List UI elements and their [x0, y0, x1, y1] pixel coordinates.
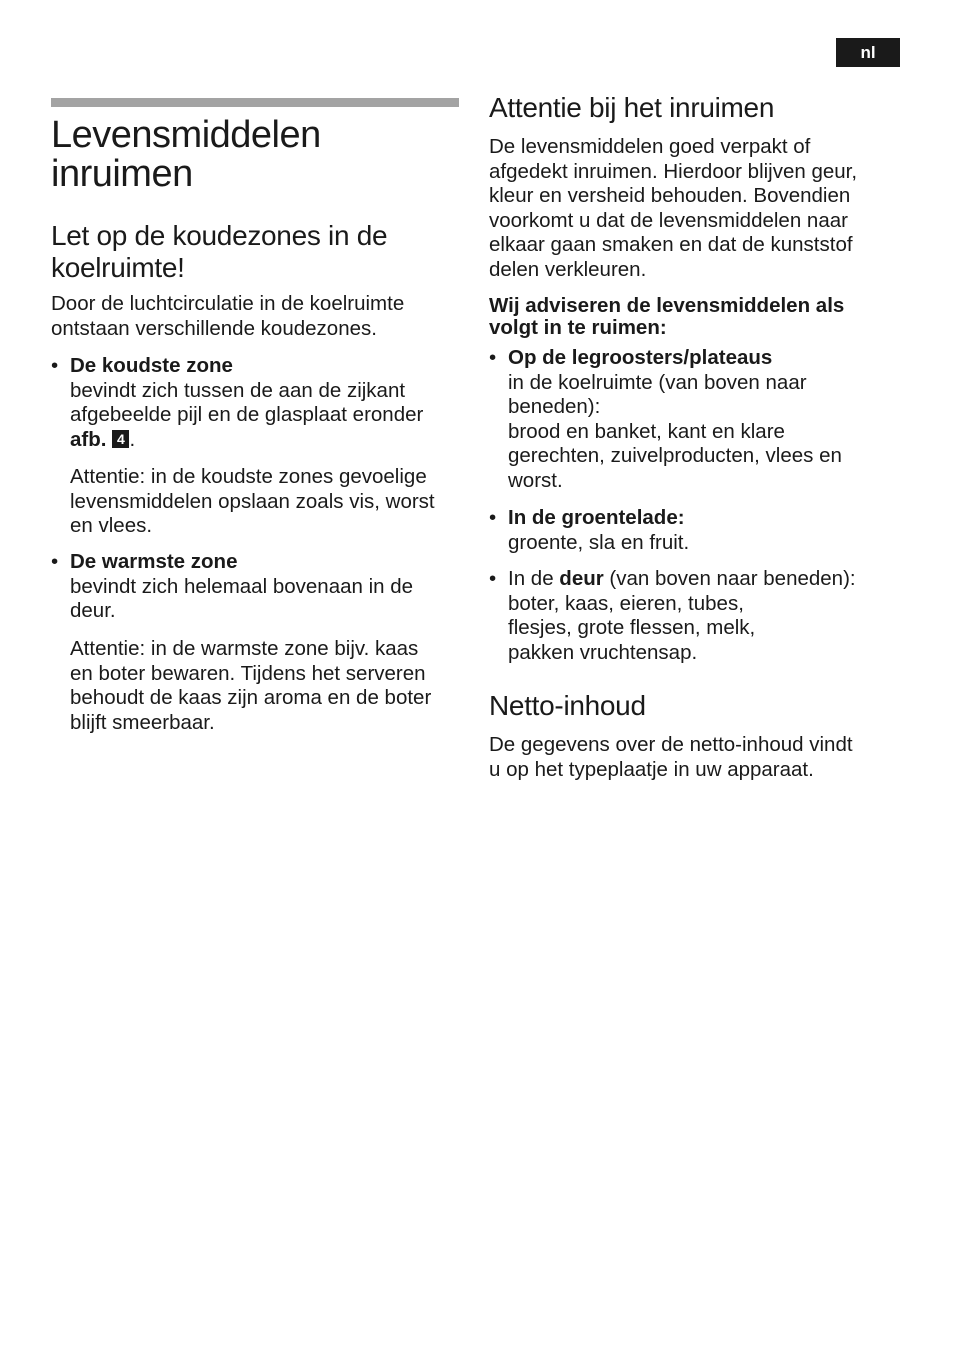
- para1-line-1: De levensmiddelen goed verpakt of: [489, 135, 811, 158]
- vegetable-drawer-item: [489, 506, 690, 555]
- advice-line-1: Wij adviseren de levensmiddelen als: [489, 294, 845, 317]
- coldzones-heading: [51, 220, 387, 284]
- door-line-3: pakken vruchtensap.: [508, 640, 698, 664]
- language-badge: nl: [836, 38, 900, 67]
- bullet: •: [51, 550, 59, 573]
- warmest-zone-label: De warmste zone: [70, 550, 238, 573]
- para2-line-1: De gegevens over de netto-inhoud vindt: [489, 733, 853, 756]
- drawer-line-1: groente, sla en fruit.: [508, 530, 690, 554]
- shelves-item: [489, 346, 842, 494]
- shelves-line-3: brood en banket, kant en klare: [508, 419, 785, 443]
- advice-intro: [489, 295, 844, 339]
- bullet: •: [51, 354, 59, 377]
- door-line-1: boter, kaas, eieren, tubes,: [508, 591, 744, 615]
- warmest-note-line-4: blijft smeerbaar.: [70, 710, 215, 734]
- door-item: [489, 567, 856, 665]
- figure-ref-label: afb.: [70, 427, 107, 451]
- bullet: •: [489, 346, 497, 369]
- advice-line-2: volgt in te ruimen:: [489, 316, 667, 339]
- figure-number-badge: 4: [112, 430, 129, 448]
- coldest-line-1: bevindt zich tussen de aan de zijkant: [70, 378, 406, 402]
- para1-line-4: voorkomt u dat de levensmiddelen naar: [489, 208, 848, 232]
- coldzones-heading-line-2: koelruimte!: [51, 252, 185, 283]
- shelves-line-2: beneden):: [508, 395, 601, 419]
- para1-line-3: kleur en versheid behouden. Bovendien: [489, 184, 851, 208]
- warmest-zone-note: [70, 637, 431, 735]
- warmest-note-line-2: en boter bewaren. Tijdens het serveren: [70, 661, 426, 685]
- door-suffix: (van boven naar beneden):: [603, 567, 856, 590]
- bullet: •: [489, 567, 497, 590]
- coldest-note-line-2: levensmiddelen opslaan zoals vis, worst: [70, 489, 435, 513]
- para1-line-5: elkaar gaan smaken en dat de kunststof: [489, 233, 853, 257]
- door-label: deur: [559, 567, 604, 590]
- shelves-line-5: worst.: [508, 468, 563, 492]
- warmest-zone-item: [51, 550, 414, 624]
- figure-ref-end: .: [129, 427, 136, 451]
- net-content-heading: Netto-inhoud: [489, 690, 646, 721]
- warmest-line-1: bevindt zich helemaal bovenaan in de: [70, 574, 414, 598]
- warmest-note-line-1: Attentie: in de warmste zone bijv. kaas: [70, 637, 419, 660]
- coldzones-intro: [51, 292, 404, 341]
- coldest-note-line-1: Attentie: in de koudste zones gevoelige: [70, 465, 427, 488]
- storing-attention-heading: Attentie bij het inruimen: [489, 92, 775, 123]
- para2-line-2: u op het typeplaatje in uw apparaat.: [489, 757, 814, 781]
- warmest-line-2: deur.: [70, 599, 116, 623]
- coldest-zone-note: [70, 465, 435, 539]
- bullet: •: [489, 506, 497, 529]
- title-line-1: Levensmiddelen: [51, 114, 321, 156]
- coldest-zone-label: De koudste zone: [70, 354, 233, 377]
- shelves-label: Op de legroosters/plateaus: [508, 346, 773, 369]
- section-rule: [51, 98, 459, 107]
- warmest-note-line-3: behoudt de kaas zijn aroma en de boter: [70, 686, 432, 710]
- coldest-line-2: afgebeelde pijl en de glasplaat eronder: [70, 403, 424, 427]
- para1-line-2: afgedekt inruimen. Hierdoor blijven geur,: [489, 159, 858, 183]
- shelves-line-1: in de koelruimte (van boven naar: [508, 370, 807, 394]
- para1-line-6: delen verkleuren.: [489, 257, 647, 281]
- page-title: [51, 116, 321, 194]
- intro-line-2: ontstaan verschillende koudezones.: [51, 316, 377, 340]
- storing-attention-paragraph: [489, 135, 857, 283]
- shelves-line-4: gerechten, zuivelproducten, vlees en: [508, 444, 842, 468]
- intro-line-1: Door de luchtcirculatie in de koelruimte: [51, 292, 405, 315]
- door-prefix: In de: [508, 567, 560, 590]
- door-line-2: flesjes, grote flessen, melk,: [508, 616, 756, 640]
- coldzones-heading-line-1: Let op de koudezones in de: [51, 220, 388, 251]
- net-content-paragraph: [489, 733, 853, 782]
- coldest-note-line-3: en vlees.: [70, 514, 153, 538]
- coldest-zone-item: [51, 354, 424, 452]
- drawer-label: In de groentelade:: [508, 506, 685, 529]
- title-line-2: inruimen: [51, 153, 193, 195]
